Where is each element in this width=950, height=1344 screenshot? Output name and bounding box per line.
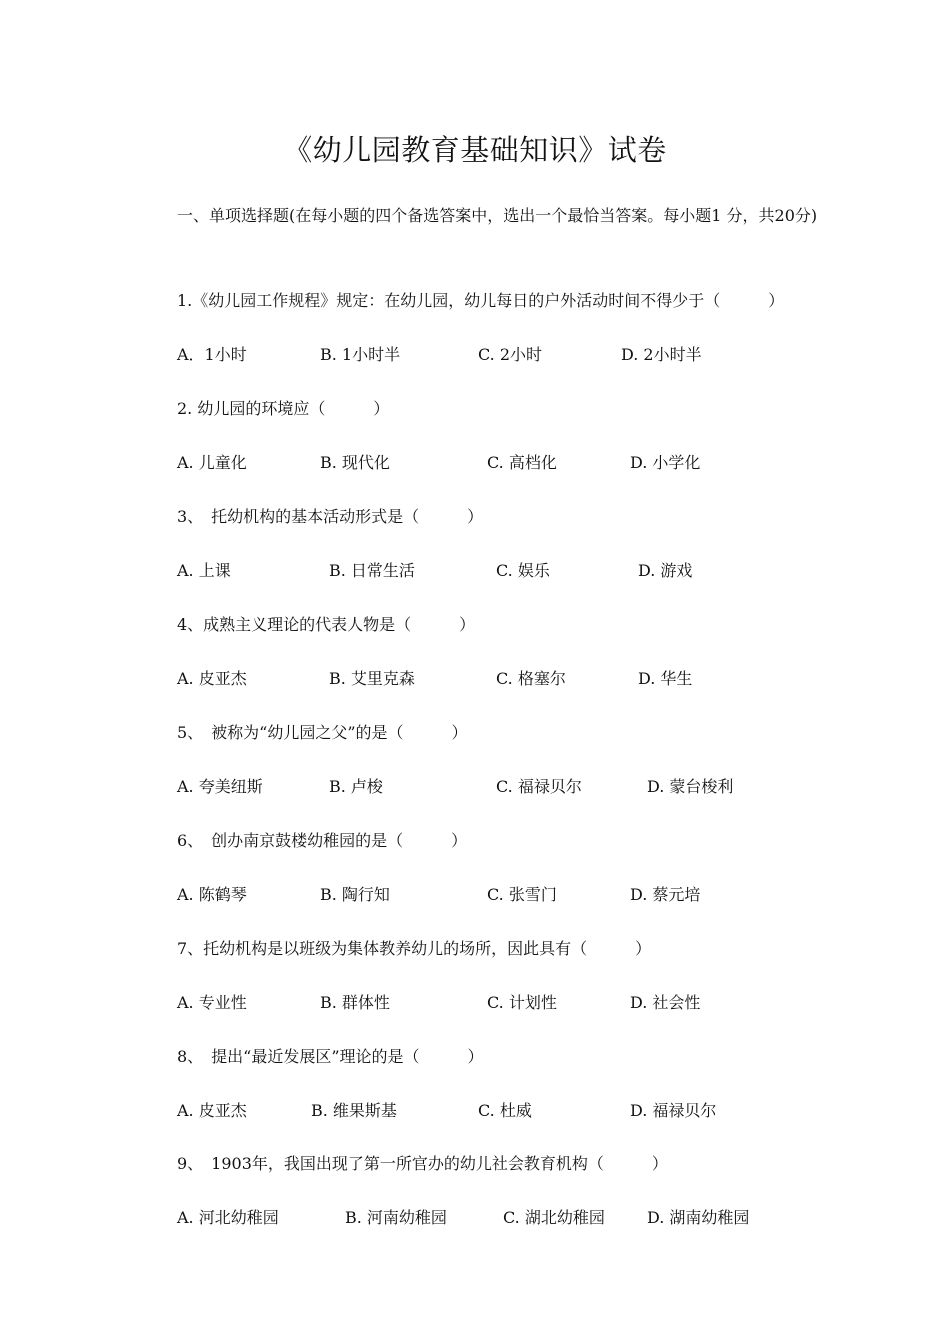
option-b: B. 陶行知	[320, 885, 390, 904]
question-3-stem: 3、 托幼机构的基本活动形式是（ ）	[177, 507, 484, 526]
option-d: D. 湖南幼稚园	[647, 1208, 750, 1227]
option-b: B. 现代化	[320, 453, 390, 472]
question-2-options	[177, 451, 827, 475]
question-5-stem: 5、 被称为“幼儿园之父”的是（ ）	[177, 723, 468, 742]
question-8-stem: 8、 提出“最近发展区”理论的是（ ）	[177, 1047, 484, 1066]
question-5-options	[177, 775, 827, 799]
option-a: A. 河北幼稚园	[177, 1208, 279, 1227]
option-a: A. 皮亚杰	[177, 669, 247, 688]
page-title: 《幼儿园教育基础知识》试卷	[283, 133, 667, 167]
option-b: B. 日常生活	[329, 561, 415, 580]
question-2-stem: 2. 幼儿园的环境应（ ）	[177, 399, 390, 418]
option-c: C. 杜威	[478, 1101, 532, 1120]
option-a: A. 专业性	[177, 993, 247, 1012]
question-6-stem: 6、 创办南京鼓楼幼稚园的是（ ）	[177, 831, 468, 850]
option-b: B. 维果斯基	[311, 1101, 397, 1120]
option-a: A. 陈鹤琴	[177, 885, 247, 904]
option-c: C. 福禄贝尔	[496, 777, 582, 796]
option-c: C. 娱乐	[496, 561, 550, 580]
option-a: A．1小时	[177, 345, 247, 364]
option-d: D. 蔡元培	[630, 885, 701, 904]
question-8-options	[177, 1099, 827, 1123]
option-a: A. 儿童化	[177, 453, 247, 472]
option-c: C. 湖北幼稚园	[503, 1208, 605, 1227]
option-c: C. 2小时	[478, 345, 543, 364]
option-b: B. 艾里克森	[329, 669, 415, 688]
option-b: B. 河南幼稚园	[345, 1208, 447, 1227]
option-d: D. 福禄贝尔	[630, 1101, 717, 1120]
question-1-stem: 1.《幼儿园工作规程》规定：在幼儿园，幼儿每日的户外活动时间不得少于（ ）	[177, 291, 785, 310]
option-b: B. 卢梭	[329, 777, 383, 796]
question-3-options	[177, 559, 827, 583]
option-d: D. 社会性	[630, 993, 701, 1012]
option-c: C. 计划性	[487, 993, 557, 1012]
option-a: A. 夸美纽斯	[177, 777, 263, 796]
question-4-options	[177, 667, 827, 691]
option-d: D. 小学化	[630, 453, 701, 472]
option-a: A. 皮亚杰	[177, 1101, 247, 1120]
option-c: C. 张雪门	[487, 885, 557, 904]
option-b: B. 1小时半	[320, 345, 401, 364]
question-6-options	[177, 883, 827, 907]
option-d: D. 蒙台梭利	[647, 777, 734, 796]
option-d: D. 游戏	[638, 561, 693, 580]
option-b: B. 群体性	[320, 993, 390, 1012]
question-4-stem: 4、成熟主义理论的代表人物是（ ）	[177, 615, 476, 634]
option-c: C. 高档化	[487, 453, 557, 472]
option-a: A. 上课	[177, 561, 231, 580]
question-7-stem: 7、托幼机构是以班级为集体教养幼儿的场所，因此具有（ ）	[177, 939, 652, 958]
option-c: C. 格塞尔	[496, 669, 566, 688]
question-7-options	[177, 991, 827, 1015]
question-9-options	[177, 1206, 827, 1230]
section-instructions: 一、单项选择题(在每小题的四个备选答案中，选出一个最恰当答案。每小题1 分，共20分)	[177, 206, 818, 225]
option-d: D. 2小时半	[621, 345, 702, 364]
question-9-stem: 9、 1903年，我国出现了第一所官办的幼儿社会教育机构（ ）	[177, 1154, 668, 1173]
option-d: D. 华生	[638, 669, 693, 688]
question-1-options	[177, 343, 827, 367]
